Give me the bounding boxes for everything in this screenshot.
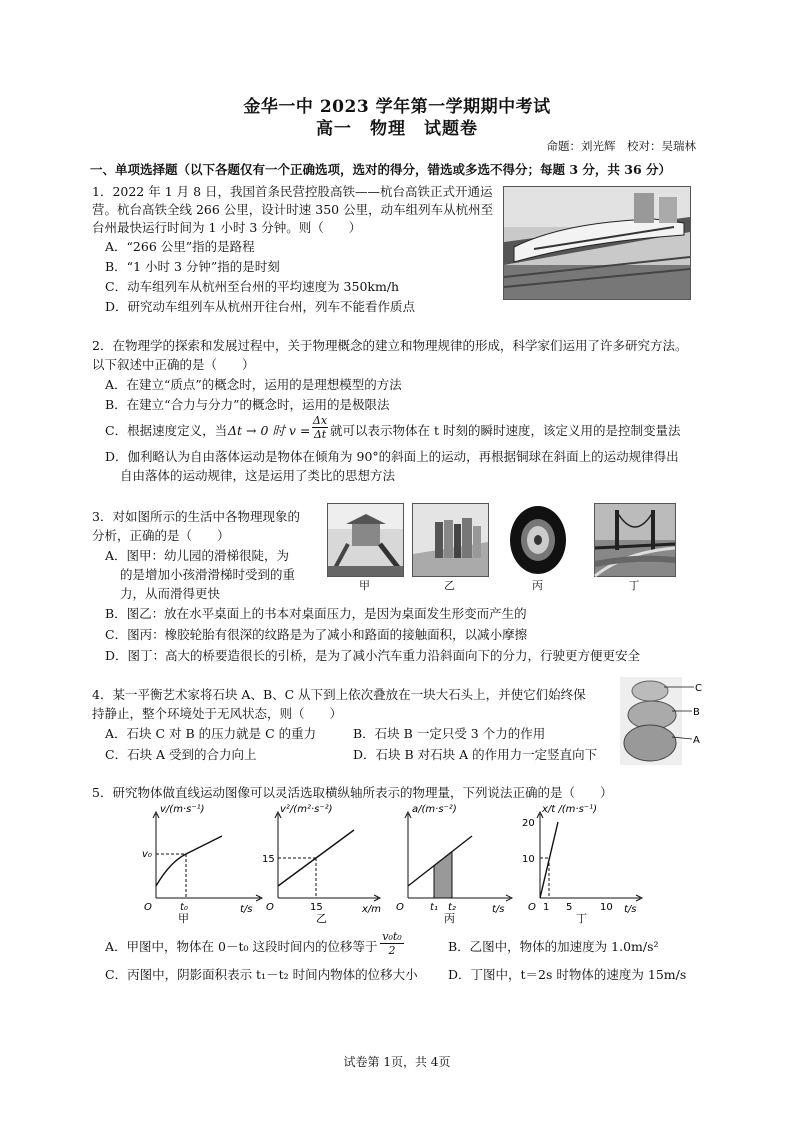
q2-fraction-numerator: Δx	[312, 414, 328, 427]
caption-bing: 丙	[532, 579, 543, 592]
stone-label-a: A	[693, 735, 700, 746]
caption-jia: 甲	[359, 579, 370, 592]
q3-stem-line-1: 3．对如图所示的生活中各物理现象的	[92, 509, 300, 524]
graph-jia-xlabel: t/s	[240, 904, 253, 915]
graph-ding	[520, 800, 650, 925]
graph-ding-xlabel: t/s	[624, 904, 637, 915]
graph-bing-origin: O	[396, 902, 404, 913]
q5-option-d: D．丁图中，t＝2s 时物体的速度为 15m/s	[448, 967, 687, 982]
page-footer: 试卷第 1页，共 4页	[343, 1055, 451, 1069]
q3-option-a-line-1: A．图甲：幼儿园的滑梯很陡，为	[105, 548, 290, 563]
q2-option-d-line-1: D．伽利略认为自由落体运动是物体在倾角为 90°的斜面上的运动，再根据铜球在斜面上的运动规律得出	[105, 449, 679, 464]
stacked-stones-figure	[620, 675, 700, 767]
caption-yi: 乙	[444, 579, 455, 592]
stone-label-b: B	[693, 707, 700, 718]
q2-option-c-prefix: C．根据速度定义，当	[105, 423, 228, 438]
q2-fraction	[312, 414, 328, 441]
q3-stem-line-2: 分析，正确的是（ ）	[92, 528, 230, 543]
graph-yi	[258, 800, 388, 925]
q1-stem-line-3: 台州最快运行时间为 1 小时 3 分钟。则（ ）	[92, 220, 362, 235]
exam-credits: 命题：刘光辉 校对：吴瑞林	[546, 139, 696, 153]
q5-option-a-prefix: A．甲图中，物体在 0－t₀ 这段时间内的位移等于	[105, 939, 378, 954]
q2-option-c-suffix: 就可以表示物体在 t 时刻的瞬时速度，该定义用的是控制变量法	[330, 423, 681, 438]
graph-jia-xmark: t₀	[180, 902, 188, 913]
q1-option-d: D．研究动车组列车从杭州开往台州，列车不能看作质点	[105, 299, 416, 314]
q2-option-a: A．在建立“质点”的概念时，运用的是理想模型的方法	[105, 377, 402, 392]
graph-bing	[392, 800, 522, 925]
q1-option-a: A．“266 公里”指的是路程	[105, 239, 255, 254]
q3-option-d: D．图丁：高大的桥要造很长的引桥，是为了减小汽车重力沿斜面向下的分力，行驶更方便更安全	[105, 648, 641, 663]
graph-yi-caption: 乙	[316, 912, 327, 925]
q1-option-b: B．“1 小时 3 分钟”指的是时刻	[105, 259, 280, 274]
graph-ding-caption: 丁	[576, 912, 587, 925]
graph-ding-ylabel: x/t /(m·s⁻¹)	[542, 804, 597, 815]
q5-stem: 5．研究物体做直线运动图像可以灵活选取横纵轴所表示的物理量，下列说法正确的是（ ）	[92, 785, 613, 800]
q4-stem-line-1: 4．某一平衡艺术家将石块 A、B、C 从下到上依次叠放在一块大石头上，并使它们始终保	[92, 687, 586, 702]
q4-option-d: D．石块 B 对石块 A 的作用力一定竖直向下	[353, 747, 598, 762]
q2-stem-line-1: 2．在物理学的探索和发展过程中，关于物理概念的建立和物理规律的形成，科学家们运用了许多研究方法。	[92, 338, 688, 353]
q4-option-b: B．石块 B 一定只受 3 个力的作用	[353, 726, 546, 741]
graph-jia-caption: 甲	[178, 912, 189, 925]
stone-label-c: C	[695, 683, 702, 694]
q1-option-c: C．动车组列车从杭州至台州的平均速度为 350km/h	[105, 279, 400, 294]
graph-yi-ylabel: v²/(m²·s⁻²)	[280, 804, 333, 815]
q4-option-a: A．石块 C 对 B 的压力就是 C 的重力	[105, 726, 317, 741]
graph-bing-t2: t₂	[448, 902, 456, 913]
tire-photo	[505, 503, 572, 577]
graph-ding-xtick-10: 10	[600, 902, 613, 913]
graph-yi-origin: O	[266, 902, 274, 913]
graph-jia-ylabel: v/(m·s⁻¹)	[160, 804, 205, 815]
q2-stem-line-2: 以下叙述中正确的是（ ）	[92, 357, 255, 372]
graph-bing-t1: t₁	[430, 902, 438, 913]
q2-option-c-condition: Δt → 0 时 v =	[228, 423, 311, 438]
q5-option-a-fraction	[380, 930, 404, 957]
graph-jia	[140, 800, 270, 925]
graph-ding-origin: O	[528, 902, 536, 913]
graph-yi-xmark: 15	[310, 902, 323, 913]
q4-option-c: C．石块 A 受到的合力向上	[105, 747, 257, 762]
q2-option-b: B．在建立“合力与分力”的概念时，运用的是极限法	[105, 397, 390, 412]
q2-option-d-line-2: 自由落体的运动规律，这是运用了类比的思想方法	[120, 468, 396, 483]
graph-bing-ylabel: a/(m·s⁻²)	[412, 804, 457, 815]
q3-option-c: C．图丙：橡胶轮胎有很深的纹路是为了减小和路面的接触面积，以减小摩擦	[105, 627, 528, 642]
q5-option-c: C．丙图中，阴影面积表示 t₁－t₂ 时间内物体的位移大小	[105, 967, 418, 982]
slide-photo	[327, 503, 404, 577]
exam-title: 金华一中 2023 学年第一学期期中考试	[243, 97, 551, 117]
books-photo	[412, 503, 489, 577]
graph-ding-xtick-5: 5	[566, 902, 573, 913]
q3-option-b: B．图乙：放在水平桌面上的书本对桌面压力，是因为桌面发生形变而产生的	[105, 606, 527, 621]
q5-option-b: B．乙图中，物体的加速度为 1.0m/s²	[448, 939, 659, 954]
graph-jia-curve	[156, 836, 222, 886]
graph-bing-xlabel: t/s	[492, 904, 505, 915]
q1-stem-line-1: 1．2022 年 1 月 8 日，我国首条民营控股高铁——杭台高铁正式开通运	[92, 184, 493, 199]
section-heading: 一、单项选择题（以下各题仅有一个正确选项，选对的得分，错选或多选不得分；每题 3 分，共 36 分）	[90, 162, 672, 177]
q1-stem-line-2: 营。杭台高铁全线 266 公里，设计时速 350 公里，动车组列车从杭州至	[92, 202, 494, 217]
q5-fraction-numerator: v₀t₀	[380, 930, 404, 944]
q3-option-a-line-3: 力，从而滑得更快	[120, 586, 221, 601]
graph-yi-xlabel: x/m	[362, 904, 382, 915]
graph-jia-origin: O	[144, 902, 152, 913]
graph-jia-ymark: v₀	[142, 849, 152, 860]
exam-subtitle: 高一 物理 试题卷	[316, 119, 478, 139]
q5-fraction-denominator: 2	[388, 944, 396, 957]
q3-option-a-line-2: 的是增加小孩滑滑梯时受到的重	[120, 567, 296, 582]
graph-bing-caption: 丙	[444, 912, 455, 925]
train-photo	[503, 186, 691, 300]
graph-yi-ymark: 15	[262, 854, 275, 865]
q4-stem-line-2: 持静止，整个环境处于无风状态，则（ ）	[92, 706, 343, 721]
graph-ding-ytick-20: 20	[522, 818, 535, 829]
caption-ding: 丁	[628, 579, 640, 592]
graph-ding-xtick-1: 1	[543, 902, 550, 913]
q2-fraction-denominator: Δt	[313, 428, 327, 441]
graph-ding-ytick-10: 10	[522, 854, 535, 865]
bridge-photo	[594, 503, 676, 577]
